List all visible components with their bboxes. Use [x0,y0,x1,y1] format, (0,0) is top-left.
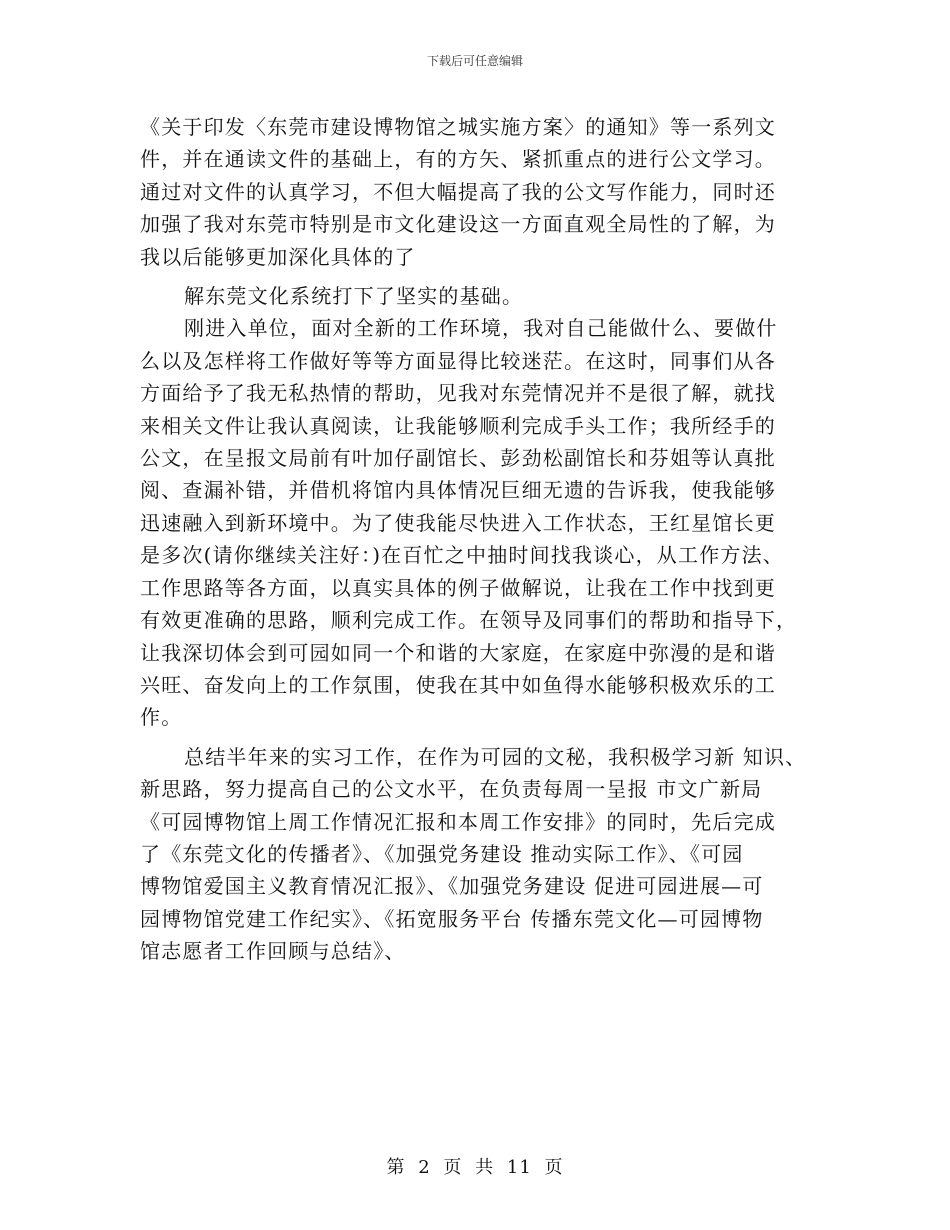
text-line: 馆志愿者工作回顾与总结》、 [140,939,406,964]
text-line: 解东莞文化系统打下了坚实的基础。 [184,284,524,309]
text-line: 方面给予了我无私热情的帮助，见我对东莞情况并不是很了解，就找 [140,381,776,406]
text-line: 是多次(请你继续关注好：)在百忙之中抽时间找我谈心，从工作方法、 [140,543,785,568]
paragraph [140,280,820,312]
text-line: 新思路，努力提高自己的公文水平，在负责每周一呈报 市文广新局 [140,777,763,802]
text-line: 了《东莞文化的传播者》、《加强党务建设 推动实际工作》、《可园 [140,841,744,866]
footer-ye: 页 [443,1157,463,1178]
page-header: 下载后可任意编辑 [426,54,523,68]
text-line: 么以及怎样将工作做好等等方面显得比较迷茫。在这时，同事们从各 [140,348,776,373]
text-line: 件，并在通读文件的基础上，有的方矢、紧抓重点的进行公文学习。 [140,147,776,172]
text-line: 园博物馆党建工作纪实》、《拓宽服务平台 传播东莞文化—可园博物 [140,906,764,931]
text-line: 来相关文件让我认真阅读，让我能够顺利完成手头工作；我所经手的 [140,413,776,438]
paragraph [140,312,820,733]
paragraph [140,111,820,273]
text-line: 作。 [140,705,183,730]
total-pages: 11 [506,1157,532,1178]
text-line: 加强了我对东莞市特别是市文化建设这一方面直观全局性的了解，为 [140,212,776,237]
text-line: 《可园博物馆上周工作情况汇报和本周工作安排》的同时，先后完成 [140,809,776,834]
text-line: 总结半年来的实习工作，在作为可园的文秘，我积极学习新 知识、 [184,744,807,769]
text-line: 通过对文件的认真学习，不但大幅提高了我的公文写作能力，同时还 [140,179,776,204]
document-body [140,111,820,968]
text-line: 博物馆爱国主义教育情况汇报》、《加强党务建设 促进可园进展—可 [140,874,764,899]
page-number: 2 [418,1157,431,1178]
text-line: 《关于印发〈东莞市建设博物馆之城实施方案〉的通知》等一系列文 [140,115,776,139]
text-line: 兴旺、奋发向上的工作氛围，使我在其中如鱼得水能够积极欢乐的工 [140,672,776,697]
text-line: 阅、查漏补错，并借机将馆内具体情况巨细无遗的告诉我，使我能够 [140,478,776,503]
text-line: 公文，在呈报文局前有叶加仔副馆长、彭劲松副馆长和芬姐等认真批 [140,446,776,471]
text-line: 让我深切体会到可园如同一个和谐的大家庭，在家庭中弥漫的是和谐 [140,640,776,665]
footer-ye2: 页 [544,1157,564,1178]
footer-gong: 共 [475,1157,495,1178]
page-footer [0,1153,950,1179]
paragraph [140,741,820,968]
footer-di: 第 [386,1157,406,1178]
text-line: 迅速融入到新环境中。为了使我能尽快进入工作状态，王红星馆长更 [140,510,776,535]
text-line: 刚进入单位，面对全新的工作环境，我对自己能做什么、要做什 [184,316,778,341]
text-line: 工作思路等各方面，以真实具体的例子做解说，让我在工作中找到更 [140,575,776,600]
text-line: 我以后能够更加深化具体的了 [140,244,416,269]
text-line: 有效更准确的思路，顺利完成工作。在领导及同事们的帮助和指导下， [140,608,798,633]
